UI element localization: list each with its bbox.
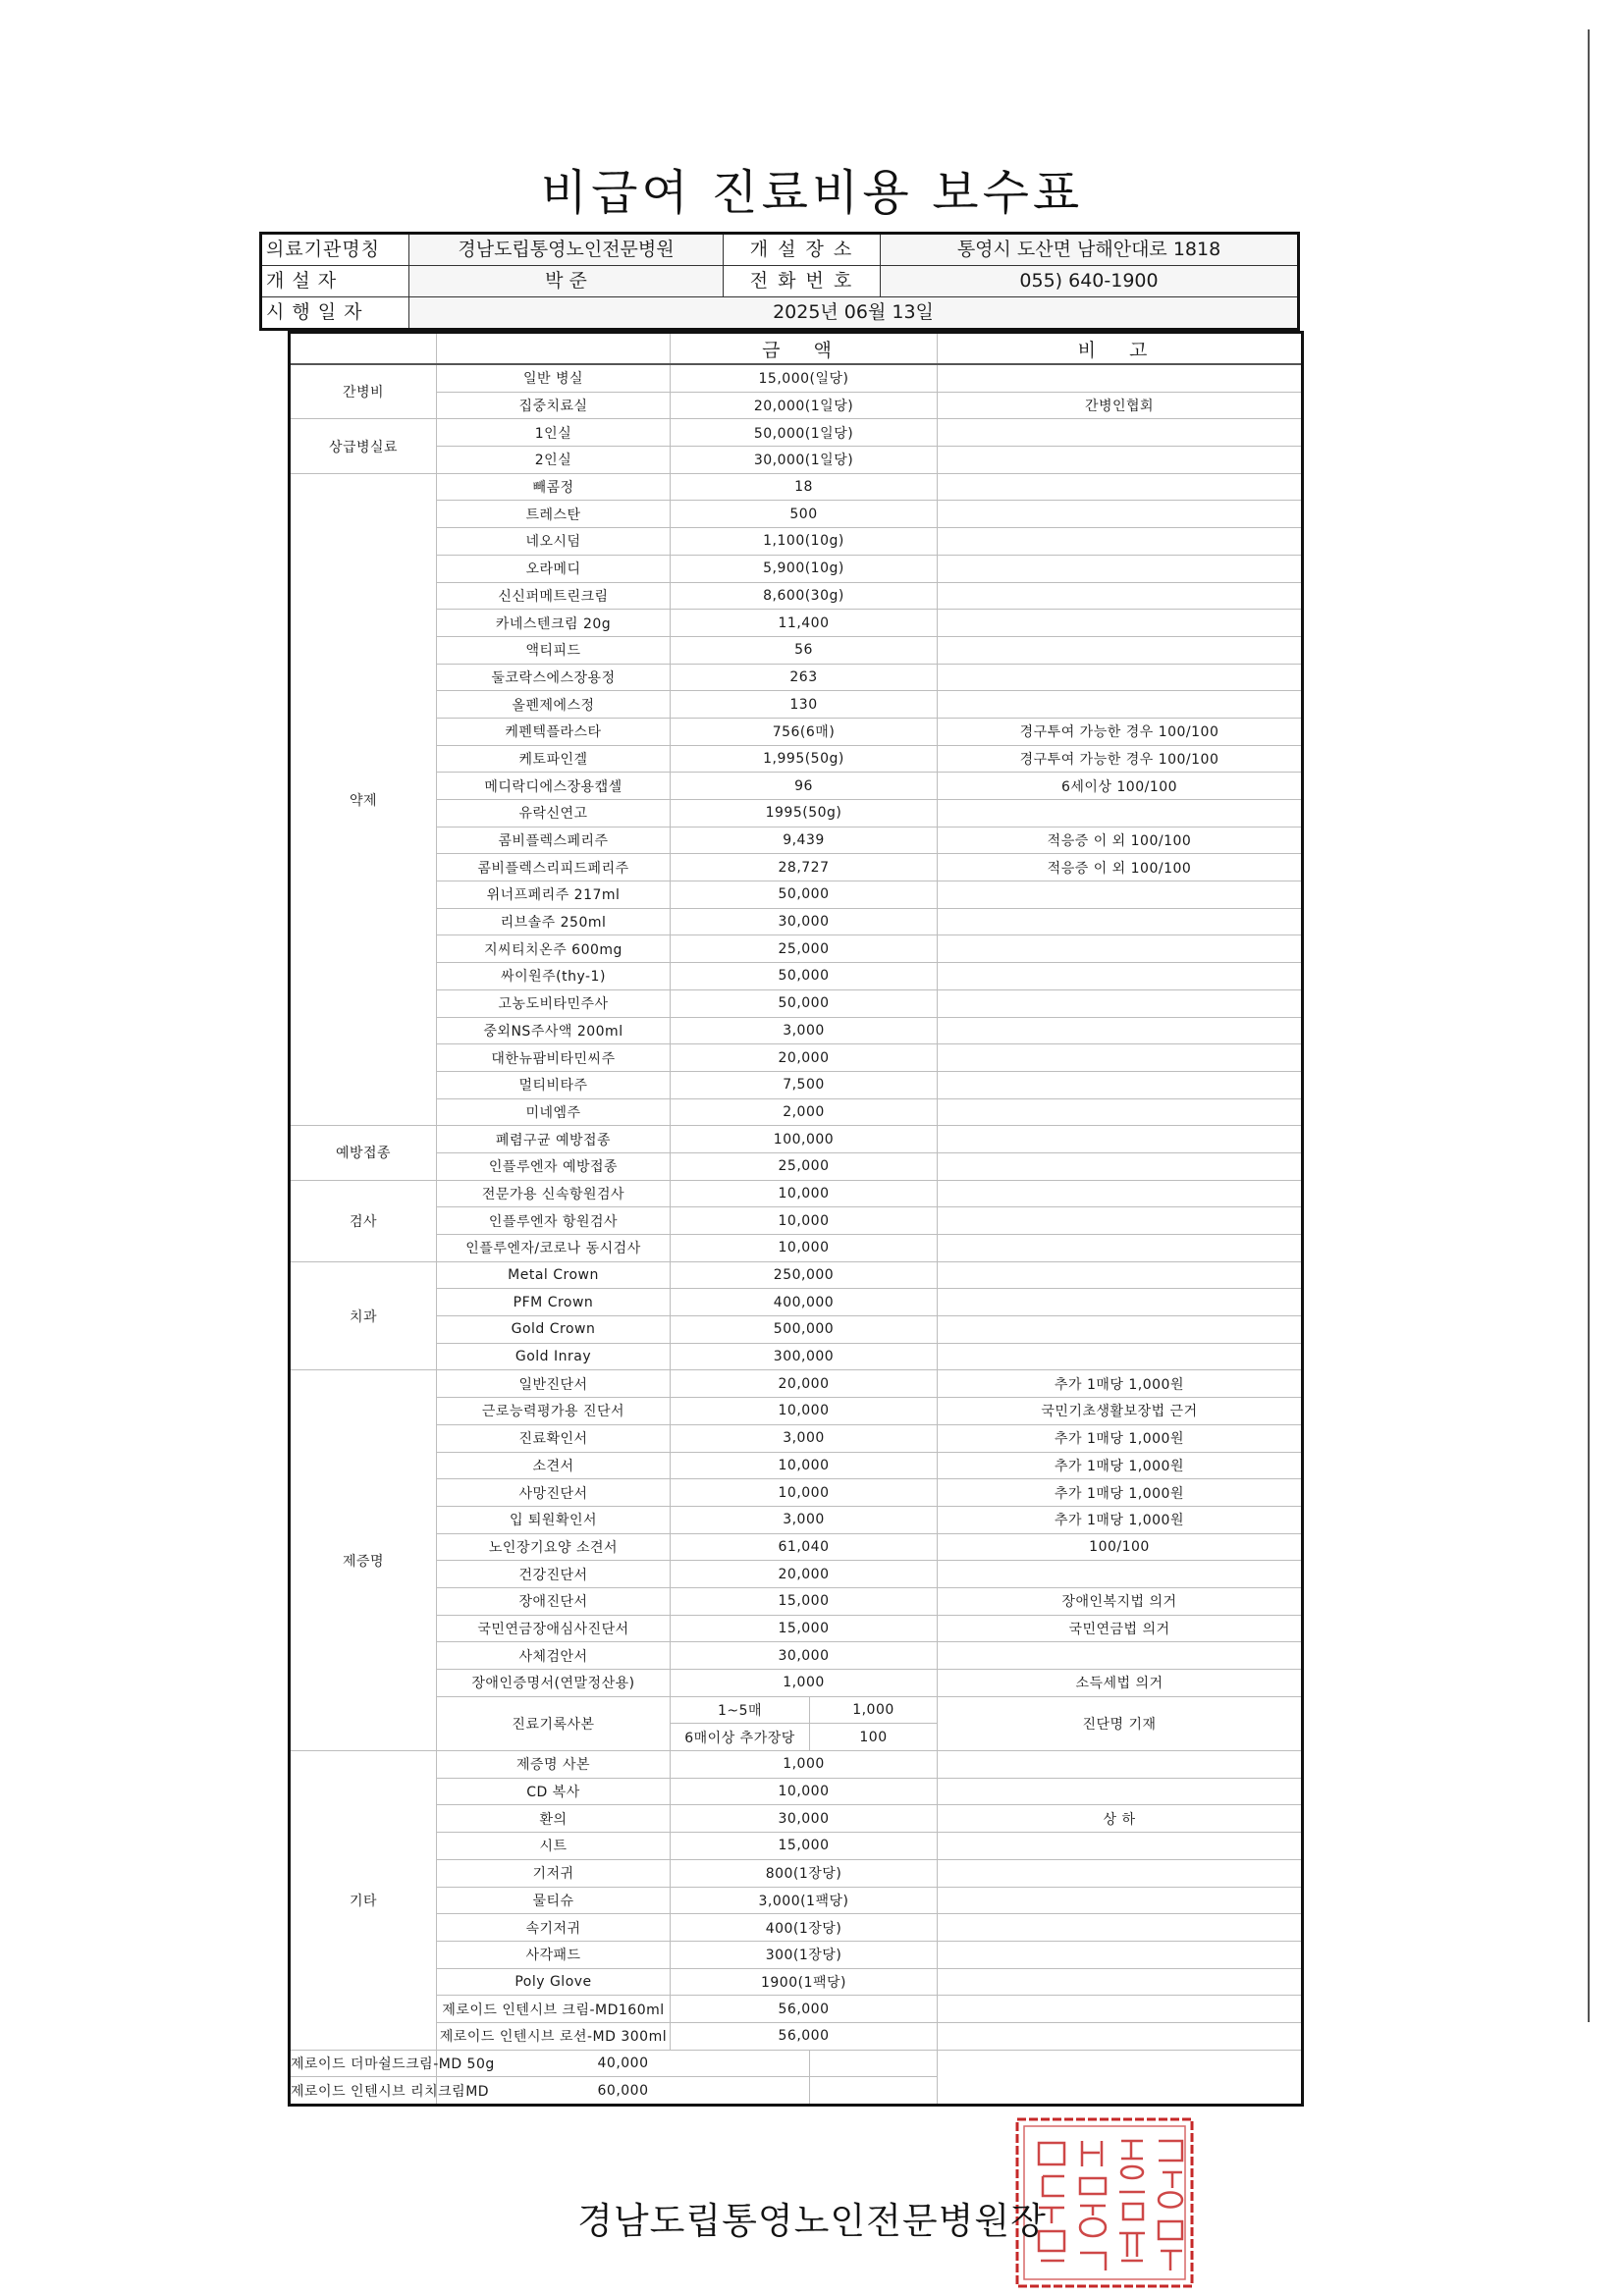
item-note: 추가 1매당 1,000원 [938,1479,1303,1507]
item-note [938,691,1303,719]
item-amount: 50,000(1일당) [671,419,938,447]
item-note [938,582,1303,610]
item-note [938,1152,1303,1180]
item-note [938,1887,1303,1914]
item-name: 유락신연고 [437,800,671,828]
item-note [938,1343,1303,1370]
item-amount: 3,000 [671,1424,938,1452]
institution-value: 경남도립통영노인전문병원 [409,235,724,265]
table-row [290,908,1303,935]
copy-sub2-amount: 100 [810,1724,938,1751]
item-note [938,1235,1303,1262]
item-amount: 300(1장당) [671,1941,938,1968]
item-amount: 30,000 [671,1805,938,1833]
item-name: 물티슈 [437,1887,671,1914]
item-note: 간병인협회 [938,392,1303,419]
item-amount: 400,000 [671,1289,938,1316]
table-row [290,745,1303,773]
item-name: 국민연금장애심사진단서 [437,1615,671,1642]
item-name: 빼콤정 [437,473,671,501]
header-amount: 금 액 [671,333,938,365]
item-note [938,1996,1303,2023]
item-name: 사각패드 [437,1941,671,1968]
item-note: 100/100 [938,1533,1303,1561]
table-row-copy [290,1696,1303,1724]
category-test: 검사 [290,1180,437,1261]
item-name: 2인실 [437,447,671,474]
item-amount: 3,000 [671,1506,938,1533]
table-row [290,1479,1303,1507]
item-amount: 10,000 [671,1398,938,1425]
item-note: 소득세법 의거 [938,1670,1303,1697]
item-note [938,1859,1303,1887]
item-note [938,1207,1303,1235]
item-amount: 500 [671,501,938,528]
item-name: 전문가용 신속항원검사 [437,1180,671,1207]
item-note [938,447,1303,474]
item-name: 근로능력평가용 진단서 [437,1398,671,1425]
table-row [290,1805,1303,1833]
item-name: 소견서 [437,1452,671,1479]
header-note: 비 고 [938,333,1303,365]
table-row [290,800,1303,828]
table-row [290,1968,1303,1996]
date-value: 2025년 06월 13일 [409,297,1297,328]
item-amount: 10,000 [671,1778,938,1805]
item-amount: 30,000 [671,908,938,935]
item-note: 국민기초생활보장법 근거 [938,1398,1303,1425]
item-note [938,555,1303,582]
item-amount: 500,000 [671,1316,938,1344]
table-row [290,1506,1303,1533]
table-row [290,528,1303,556]
table-row [290,1289,1303,1316]
item-name: 오라메디 [437,555,671,582]
item-note: 국민연금법 의거 [938,1615,1303,1642]
item-amount: 20,000(1일당) [671,392,938,419]
info-row-founder [262,266,1297,297]
item-name: Poly Glove [437,1968,671,1996]
table-row [290,1235,1303,1262]
header-item [437,333,671,365]
item-name: 신신퍼메트린크림 [437,582,671,610]
category-certificate: 제증명 [290,1370,437,1751]
item-amount: 10,000 [671,1207,938,1235]
item-name: 노인장기요양 소견서 [437,1533,671,1561]
table-row [290,854,1303,881]
founder-value: 박 준 [409,266,724,296]
item-amount: 20,000 [671,1561,938,1588]
item-note [938,1968,1303,1996]
item-name: 진료기록사본 [437,1696,671,1750]
copy-sub2-label: 6매이상 추가장당 [671,1724,810,1751]
item-amount: 30,000 [671,1642,938,1670]
table-row [290,2077,1303,2106]
item-note [938,1941,1303,1968]
table-row [290,827,1303,854]
item-name: 대한뉴팜비타민씨주 [437,1044,671,1072]
item-amount: 9,439 [671,827,938,854]
item-note [938,935,1303,963]
item-amount: 50,000 [671,881,938,909]
item-amount: 1995(50g) [671,800,938,828]
item-amount: 15,000 [671,1833,938,1860]
table-row [290,935,1303,963]
item-note: 6세이상 100/100 [938,773,1303,800]
item-amount: 300,000 [671,1343,938,1370]
item-note [938,1316,1303,1344]
item-name: 인플루엔자 항원검사 [437,1207,671,1235]
table-row [290,691,1303,719]
item-name: 집중치료실 [437,392,671,419]
item-note [938,473,1303,501]
item-amount: 11,400 [671,610,938,637]
item-amount: 50,000 [671,989,938,1017]
item-name: 인플루엔자 예방접종 [437,1152,671,1180]
table-header-row [290,333,1303,365]
item-note [938,963,1303,990]
item-note: 경구투여 가능한 경우 100/100 [938,745,1303,773]
item-amount: 10,000 [671,1452,938,1479]
header-category [290,333,437,365]
item-amount: 1,000 [671,1670,938,1697]
table-row [290,1996,1303,2023]
item-name: 위너프페리주 217ml [437,881,671,909]
item-amount: 800(1장당) [671,1859,938,1887]
item-note [938,501,1303,528]
item-amount: 56,000 [671,2022,938,2050]
table-row [290,1370,1303,1398]
table-row [290,1887,1303,1914]
item-note: 추가 1매당 1,000원 [938,1506,1303,1533]
item-name: 일반진단서 [437,1370,671,1398]
item-amount: 1,000 [671,1751,938,1779]
item-name: 카네스텐크림 20g [437,610,671,637]
item-name: 중외NS주사액 200ml [437,1017,671,1044]
table-row [290,2022,1303,2050]
table-row [290,392,1303,419]
item-name: 리브솔주 250ml [437,908,671,935]
item-amount: 50,000 [671,963,938,990]
table-row [290,1152,1303,1180]
table-row [290,881,1303,909]
item-name: 건강진단서 [437,1561,671,1588]
table-row [290,555,1303,582]
item-name: 싸이원주(thy-1) [437,963,671,990]
item-name: 장애진단서 [437,1587,671,1615]
item-note [938,610,1303,637]
item-name: 지씨티치온주 600mg [437,935,671,963]
table-row [290,1561,1303,1588]
table-row [290,447,1303,474]
item-amount: 7,500 [671,1071,938,1098]
item-name: 고농도비타민주사 [437,989,671,1017]
item-amount: 18 [671,473,938,501]
item-note [938,1261,1303,1289]
item-amount: 250,000 [671,1261,938,1289]
table-row [290,1044,1303,1072]
item-amount: 10,000 [671,1180,938,1207]
item-note [938,364,1303,392]
item-name: 장애인증명서(연말정산용) [437,1670,671,1697]
table-row [290,773,1303,800]
item-amount: 40,000 [437,2050,810,2077]
institution-label: 의료기관명칭 [262,235,409,265]
table-row [290,1017,1303,1044]
item-name: 폐렴구균 예방접종 [437,1126,671,1153]
item-amount: 25,000 [671,935,938,963]
item-note [810,2050,938,2077]
table-row [290,1316,1303,1344]
item-name: 트레스탄 [437,501,671,528]
item-amount: 10,000 [671,1479,938,1507]
item-name: 액티피드 [437,636,671,664]
item-name: 사망진단서 [437,1479,671,1507]
item-note [938,1044,1303,1072]
item-amount: 756(6매) [671,718,938,745]
category-drugs: 약제 [290,473,437,1126]
item-amount: 20,000 [671,1370,938,1398]
table-row [290,582,1303,610]
item-name: 제로이드 인텐시브 로션-MD 300ml [437,2022,671,2050]
item-amount: 3,000(1팩당) [671,1887,938,1914]
item-amount: 60,000 [437,2077,810,2106]
item-note [810,2077,938,2106]
founder-label: 개 설 자 [262,266,409,296]
item-amount: 15,000 [671,1587,938,1615]
fee-table [288,331,1304,2107]
table-row [290,610,1303,637]
item-amount: 25,000 [671,1152,938,1180]
item-name: 인플루엔자/코로나 동시검사 [437,1235,671,1262]
item-name: 메디락디에스장용캡셀 [437,773,671,800]
item-amount: 400(1장당) [671,1914,938,1942]
item-note [938,989,1303,1017]
item-name: 콤비플렉스리피드페리주 [437,854,671,881]
item-note [938,664,1303,691]
table-row [290,1398,1303,1425]
item-note: 진단명 기재 [938,1696,1303,1750]
table-row [290,636,1303,664]
location-label: 개 설 장 소 [724,235,881,265]
item-name: 콤비플렉스페리주 [437,827,671,854]
table-row [290,1261,1303,1289]
table-row [290,1941,1303,1968]
item-name: 둘코락스에스장용정 [437,664,671,691]
table-row [290,664,1303,691]
copy-sub1-label: 1~5매 [671,1696,810,1724]
table-row [290,419,1303,447]
table-row [290,1833,1303,1860]
category-vaccine: 예방접종 [290,1126,437,1180]
table-row [290,963,1303,990]
item-name: Gold Crown [437,1316,671,1344]
item-amount: 96 [671,773,938,800]
item-note [938,1180,1303,1207]
table-row [290,1533,1303,1561]
category-nursing: 간병비 [290,364,437,419]
info-row-date [262,297,1297,328]
info-row-institution [262,235,1297,266]
item-note: 추가 1매당 1,000원 [938,1452,1303,1479]
item-note [938,1914,1303,1942]
item-name: 올펜제에스정 [437,691,671,719]
info-box [259,232,1300,331]
item-note [938,908,1303,935]
table-row [290,1343,1303,1370]
item-note [938,1778,1303,1805]
item-amount: 1900(1팩당) [671,1968,938,1996]
item-note: 장애인복지법 의거 [938,1587,1303,1615]
table-row [290,1207,1303,1235]
item-note [938,1098,1303,1126]
item-note: 추가 1매당 1,000원 [938,1370,1303,1398]
item-name: 제로이드 더마쉴드크림-MD 50g [290,2050,437,2077]
item-note [938,636,1303,664]
table-row [290,1587,1303,1615]
item-amount: 263 [671,664,938,691]
item-amount: 1,100(10g) [671,528,938,556]
table-row [290,1615,1303,1642]
item-note [938,419,1303,447]
item-name: 제로이드 인텐시브 크림-MD160ml [437,1996,671,2023]
item-amount: 61,040 [671,1533,938,1561]
item-name: 케토파인겔 [437,745,671,773]
item-amount: 56,000 [671,1996,938,2023]
item-note: 적응증 이 외 100/100 [938,827,1303,854]
table-row [290,1098,1303,1126]
item-amount: 5,900(10g) [671,555,938,582]
phone-label: 전 화 번 호 [724,266,881,296]
item-note [938,2022,1303,2050]
item-amount: 2,000 [671,1098,938,1126]
table-row [290,1071,1303,1098]
item-amount: 28,727 [671,854,938,881]
table-row [290,1424,1303,1452]
item-amount: 130 [671,691,938,719]
item-name: 1인실 [437,419,671,447]
table-row [290,989,1303,1017]
item-name: 일반 병실 [437,364,671,392]
item-amount: 30,000(1일당) [671,447,938,474]
item-amount: 8,600(30g) [671,582,938,610]
item-note [938,1289,1303,1316]
item-note [938,1751,1303,1779]
table-row [290,1859,1303,1887]
table-row [290,1751,1303,1779]
page-edge-line [1588,29,1590,2022]
item-amount: 10,000 [671,1235,938,1262]
table-row [290,718,1303,745]
category-other: 기타 [290,1751,437,2051]
table-row [290,1180,1303,1207]
item-name: Metal Crown [437,1261,671,1289]
category-dental: 치과 [290,1261,437,1370]
item-amount: 15,000 [671,1615,938,1642]
copy-sub1-amount: 1,000 [810,1696,938,1724]
phone-value: 055) 640-1900 [881,266,1297,296]
item-name: 케펜텍플라스타 [437,718,671,745]
item-name: 제증명 사본 [437,1751,671,1779]
item-name: 환의 [437,1805,671,1833]
item-name: 미네엠주 [437,1098,671,1126]
table-row [290,1452,1303,1479]
item-name: 네오시덤 [437,528,671,556]
item-note [938,1642,1303,1670]
item-amount: 15,000(일당) [671,364,938,392]
item-name: 기저귀 [437,1859,671,1887]
item-name: 멀티비타주 [437,1071,671,1098]
table-row [290,2050,1303,2077]
item-amount: 56 [671,636,938,664]
table-row [290,1670,1303,1697]
item-name: Gold Inray [437,1343,671,1370]
item-note [938,1561,1303,1588]
footer-hospital-director: 경남도립통영노인전문병원장 [577,2200,1047,2242]
table-row [290,501,1303,528]
table-row [290,364,1303,392]
item-amount: 100,000 [671,1126,938,1153]
item-note [938,528,1303,556]
item-note: 적응증 이 외 100/100 [938,854,1303,881]
item-name: 사체검안서 [437,1642,671,1670]
item-amount: 1,995(50g) [671,745,938,773]
category-room: 상급병실료 [290,419,437,473]
item-note: 상 하 [938,1805,1303,1833]
item-note: 추가 1매당 1,000원 [938,1424,1303,1452]
item-note: 경구투여 가능한 경우 100/100 [938,718,1303,745]
item-note [938,1071,1303,1098]
location-value: 통영시 도산면 남해안대로 1818 [881,235,1297,265]
page-title: 비급여 진료비용 보수표 [540,165,1084,221]
item-note [938,1833,1303,1860]
item-note [938,800,1303,828]
item-note [938,1017,1303,1044]
item-name: 속기저귀 [437,1914,671,1942]
item-note [938,1126,1303,1153]
table-row [290,1778,1303,1805]
item-name: 제로이드 인텐시브 리치크림MD [290,2077,437,2106]
table-row [290,1914,1303,1942]
item-name: 입 퇴원확인서 [437,1506,671,1533]
item-note [938,881,1303,909]
table-row [290,473,1303,501]
table-row [290,1642,1303,1670]
date-label: 시 행 일 자 [262,297,409,328]
item-amount: 20,000 [671,1044,938,1072]
item-name: CD 복사 [437,1778,671,1805]
table-row [290,1126,1303,1153]
item-name: 시트 [437,1833,671,1860]
item-name: PFM Crown [437,1289,671,1316]
item-name: 진료확인서 [437,1424,671,1452]
item-amount: 3,000 [671,1017,938,1044]
fee-table-body [290,364,1303,2106]
